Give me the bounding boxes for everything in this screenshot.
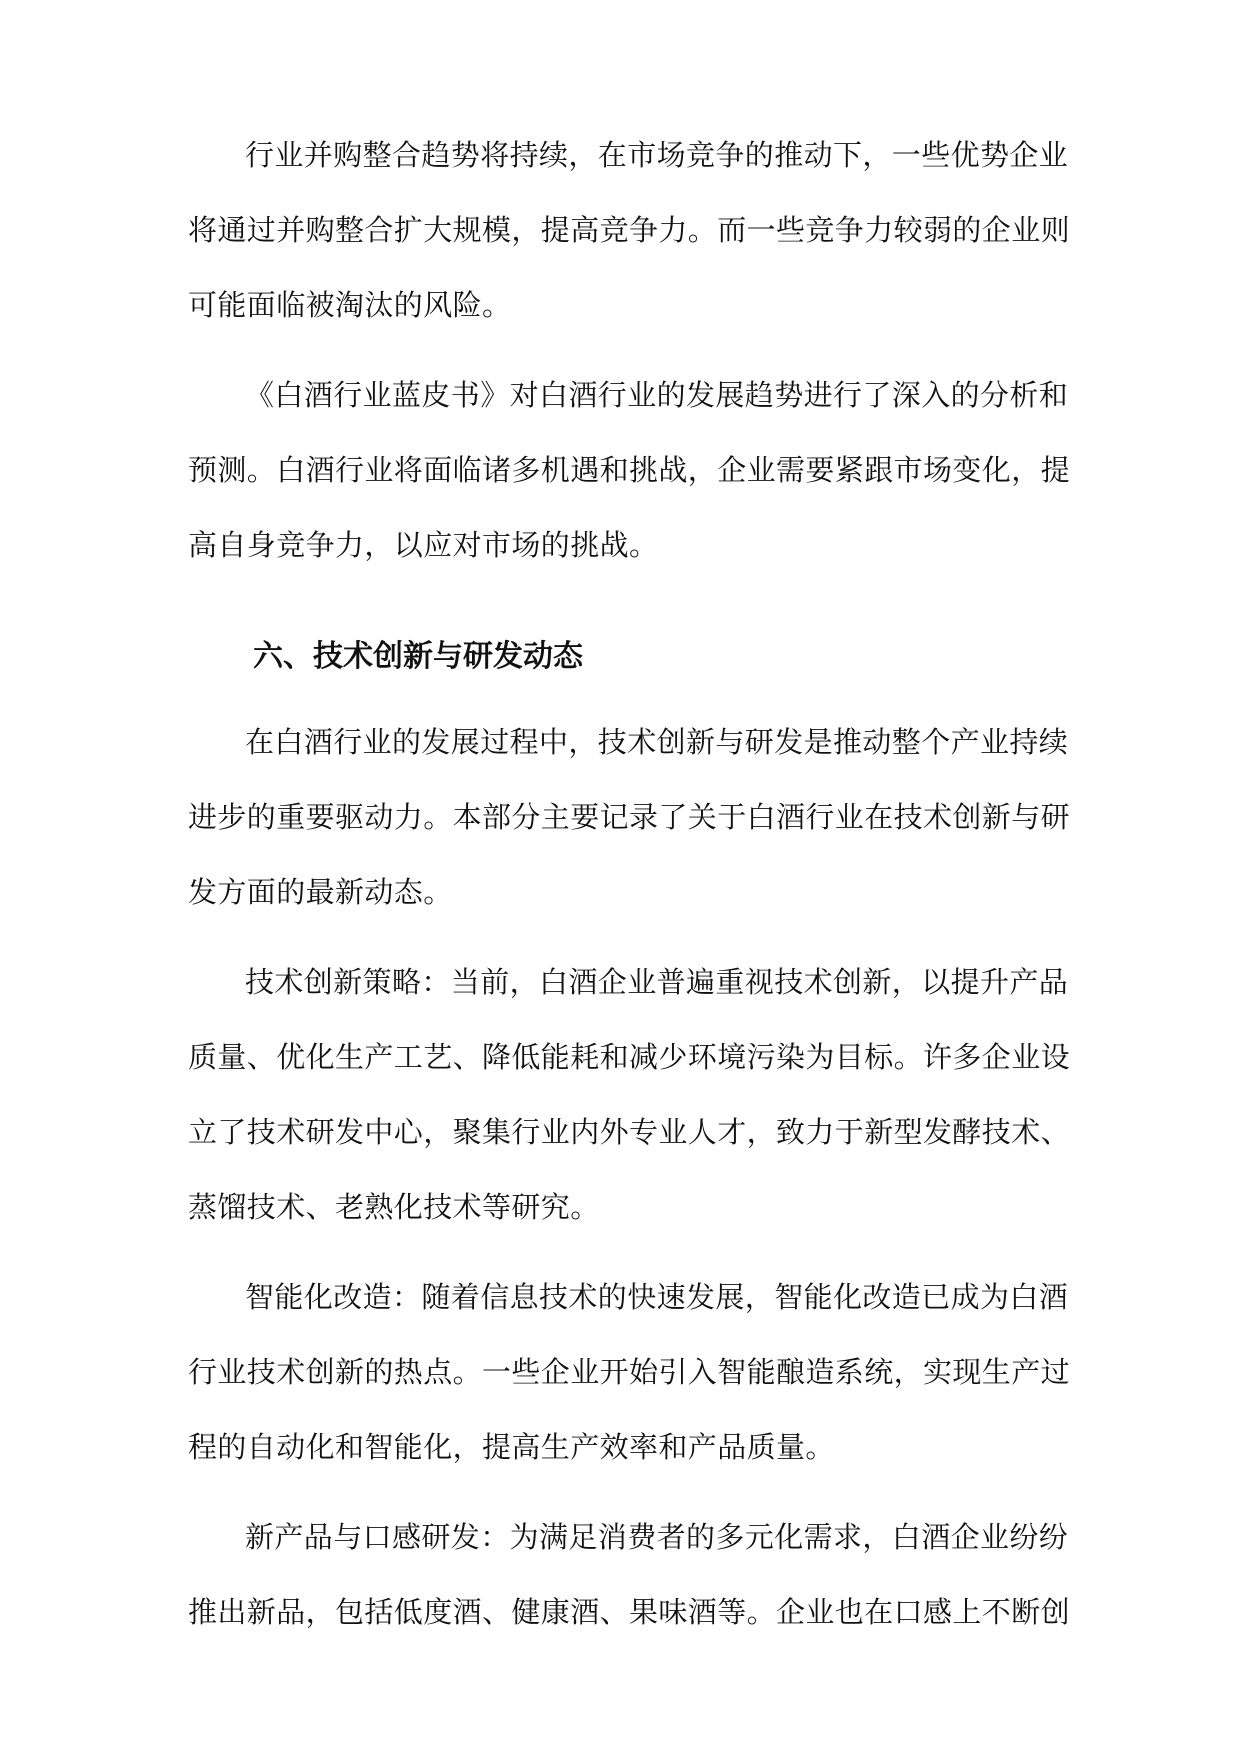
paragraph-line: 可能面临被淘汰的风险。: [188, 288, 512, 322]
paragraph-line: 发方面的最新动态。: [188, 875, 453, 909]
paragraph-line: 智能化改造：随着信息技术的快速发展，智能化改造已成为白酒: [245, 1280, 1069, 1314]
paragraph-line: 行业并购整合趋势将持续，在市场竞争的推动下，一些优势企业: [245, 138, 1069, 172]
paragraph-line: 质量、优化生产工艺、降低能耗和减少环境污染为目标。许多企业设: [188, 1040, 1071, 1074]
paragraph-line: 推出新品，包括低度酒、健康酒、果味酒等。企业也在口感上不断创: [188, 1595, 1071, 1629]
paragraph-line: 预测。白酒行业将面临诸多机遇和挑战，企业需要紧跟市场变化，提: [188, 453, 1071, 487]
paragraph-line: 新产品与口感研发：为满足消费者的多元化需求，白酒企业纷纷: [245, 1520, 1069, 1554]
paragraph-line: 行业技术创新的热点。一些企业开始引入智能酿造系统，实现生产过: [188, 1355, 1071, 1389]
paragraph-line: 立了技术研发中心，聚集行业内外专业人才，致力于新型发酵技术、: [188, 1115, 1071, 1149]
paragraph-line: 将通过并购整合扩大规模，提高竞争力。而一些竞争力较弱的企业则: [188, 213, 1071, 247]
paragraph-line: 高自身竞争力，以应对市场的挑战。: [188, 528, 659, 562]
paragraph-line: 《白酒行业蓝皮书》对白酒行业的发展趋势进行了深入的分析和: [245, 378, 1069, 412]
paragraph-line: 程的自动化和智能化，提高生产效率和产品质量。: [188, 1430, 835, 1464]
paragraph-line: 蒸馏技术、老熟化技术等研究。: [188, 1190, 600, 1224]
paragraph-line: 进步的重要驱动力。本部分主要记录了关于白酒行业在技术创新与研: [188, 800, 1071, 834]
paragraph-line: 技术创新策略：当前，白酒企业普遍重视技术创新，以提升产品: [245, 965, 1069, 999]
paragraph-line: 在白酒行业的发展过程中，技术创新与研发是推动整个产业持续: [245, 725, 1069, 759]
section-heading: 六、技术创新与研发动态: [253, 639, 583, 674]
